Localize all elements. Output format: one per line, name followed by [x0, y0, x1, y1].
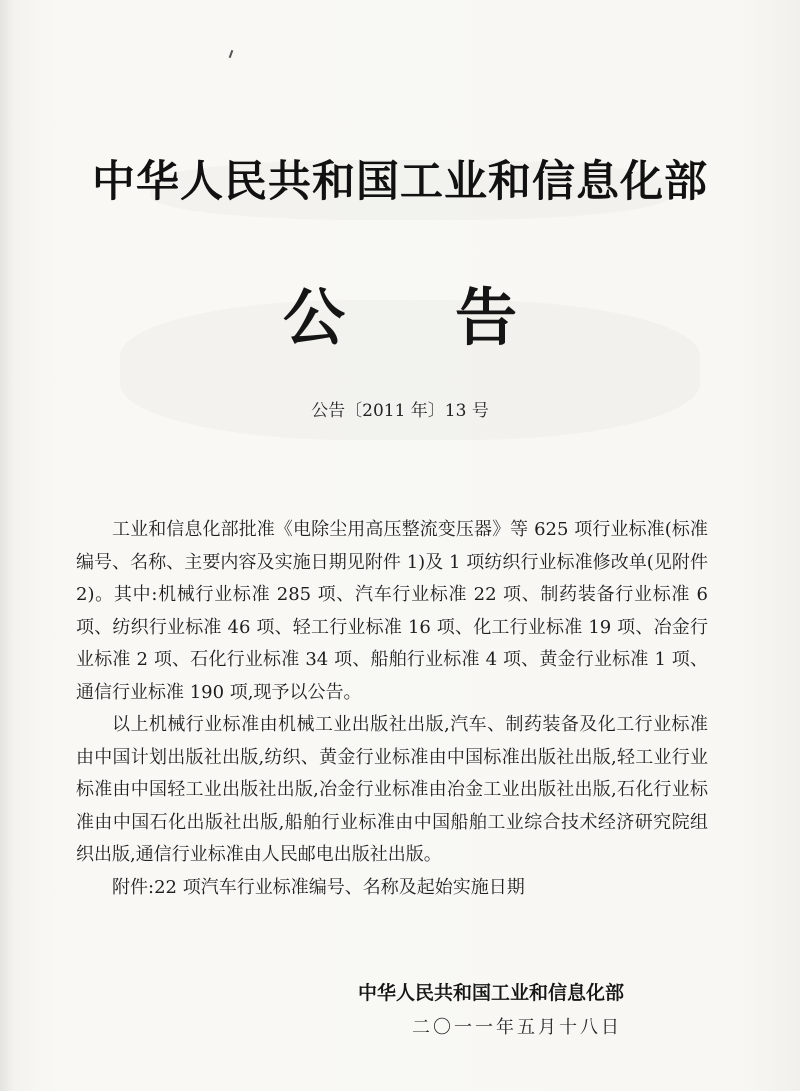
attachment-note: 附件:22 项汽车行业标准编号、名称及起始实施日期 [112, 876, 525, 898]
body-paragraph: 以上机械行业标准由机械工业出版社出版,汽车、制药装备及化工行业标准由中国计划出版社出版,纺织、黄金行业标准由中国标准出版社出版,轻工业行业标准由中国轻工业出版社出版,冶金行业标准由冶金工业出版社出版,石化行业标准由中国石化出版社出版,船舶行业标准由中国船舶工业综合技术经济研究院组织出版,通信行业标准由人民邮电出版社出版。 [76, 714, 708, 865]
document-number: 公告〔2011 年〕13 号 [311, 401, 489, 421]
signatory: 中华人民共和国工业和信息化部 [358, 982, 625, 1004]
scan-mark [229, 50, 234, 58]
issue-date: 二〇一一年五月十八日 [412, 1017, 622, 1038]
announcement-body [76, 514, 708, 904]
document-type-heading: 公告 [282, 281, 627, 354]
organization-title: 中华人民共和国工业和信息化部 [92, 157, 708, 207]
body-paragraph: 工业和信息化部批准《电除尘用高压整流变压器》等 625 项行业标准(标准编号、名称、主要内容及实施日期见附件 1)及 1 项纺织行业标准修改单(见附件 2)。其中:机械行业标准 285 项、汽车行业标准 22 项、制药装备行业标准 6 项、纺织行业标准 46 项、轻工行业标准 16 项、化工行业标准 19 项、冶金行业标准 2 项、石化行业标准 34 项、船舶行业标准 4 项、黄金行业标准 1 项、通信行业标准 190 项,现予以公告。 [76, 519, 708, 703]
